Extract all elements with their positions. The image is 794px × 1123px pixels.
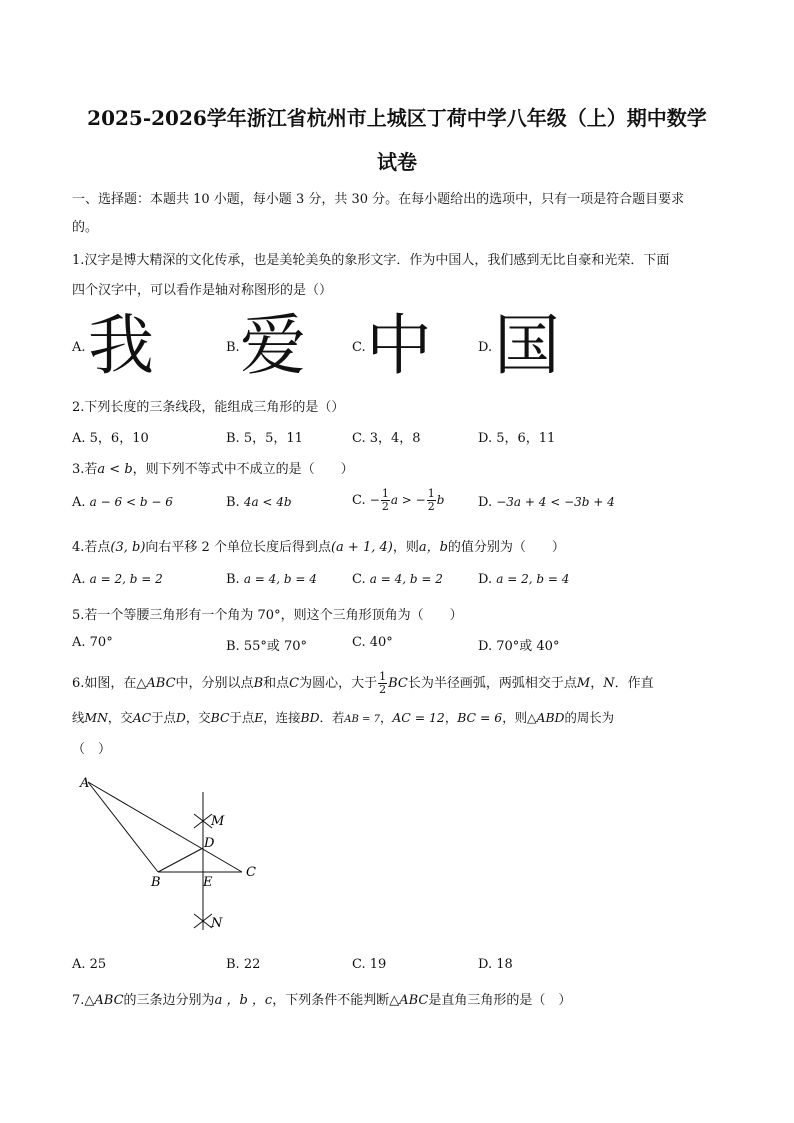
fraction-denominator: 2 <box>427 500 435 513</box>
q6-l2-b: ，交 <box>107 710 133 725</box>
q2-option-c: C. 3，4，8 <box>352 431 421 446</box>
q3-option-d-label: D. <box>478 495 493 510</box>
q6-l2-AC: AC <box>132 710 152 725</box>
fraction-denominator: 2 <box>379 683 387 696</box>
q6-l1-B: B <box>253 676 264 691</box>
q5-option-c: C. 40° <box>352 635 393 650</box>
q3-option-c-fraction1 <box>381 488 390 513</box>
q4-option-d-label: D. <box>478 572 493 587</box>
q6-l2-bc: BC = 6 <box>457 710 503 725</box>
q4-stem-part2: 向右平移 2 个单位长度后得到点 <box>145 540 331 555</box>
q4-option-a-value: a = 2, b = 2 <box>89 572 163 586</box>
q1-option-c-label: C. <box>352 340 366 355</box>
q5-option-d: D. 70°或 40° <box>478 639 560 654</box>
q7-part1: 的三条边分别为 <box>123 993 215 1008</box>
q6-l2-BC: BC <box>210 710 230 725</box>
label-b: B <box>151 875 161 890</box>
q1-option-d-char: 国 <box>494 307 560 384</box>
fraction-numerator: 1 <box>427 487 435 500</box>
label-n: N <box>211 916 223 931</box>
q6-l1-M: M <box>576 676 591 691</box>
exam-title-line2: 试卷 <box>377 150 417 174</box>
q3-option-a <box>72 495 173 510</box>
q3-option-c-fraction2 <box>427 488 436 513</box>
q6-stem-line1 <box>72 671 654 696</box>
q6-l1-BC: BC <box>388 676 408 691</box>
q6-l1-N: N <box>603 676 615 691</box>
q6-l2-tri: △ABD <box>526 710 565 725</box>
q3-stem <box>72 458 354 477</box>
q6-fraction <box>378 671 387 696</box>
q4-point2: (a + 1, 4) <box>330 540 393 555</box>
fraction-denominator: 2 <box>381 500 389 513</box>
q6-l2-c: 于点 <box>151 710 176 725</box>
q6-l2-a: 线 <box>72 710 85 725</box>
q7-part3: 是直角三角形的是（ ） <box>428 993 572 1008</box>
q6-l2-BD: BD <box>300 710 320 725</box>
q6-l2-E: E <box>254 710 264 725</box>
q4-stem <box>72 536 565 555</box>
q4-point1: (3, b) <box>110 540 146 555</box>
q6-l2-h: ， <box>379 710 393 725</box>
exam-title-line1: 2025-2026学年浙江省杭州市上城区丁荷中学八年级（上）期中数学 <box>87 106 707 130</box>
q3-option-a-label: A. <box>72 495 86 510</box>
q6-l2-e: 于点 <box>229 710 255 725</box>
q6-l1-c: 和点 <box>263 676 290 691</box>
q7-sides: a ，b ，c <box>214 993 273 1008</box>
q3-stem-suffix: ，则下列不等式中不成立的是（ ） <box>132 462 354 477</box>
q6-l2-D: D <box>175 710 186 725</box>
q4-option-b <box>226 572 317 587</box>
q1-stem-line1: 1.汉字是博大精深的文化传承，也是美轮美奂的象形文字．作为中国人，我们感到无比自豪和光荣．下面 <box>72 253 670 268</box>
q2-option-a: A. 5，6，10 <box>72 431 149 446</box>
q4-stem-part1: 4.若点 <box>72 540 111 555</box>
q6-stem-line3: （ ） <box>72 742 112 757</box>
q6-option-d: D. 18 <box>478 957 513 972</box>
q3-option-b <box>226 495 292 510</box>
q6-l1-d: 为圆心，大于 <box>299 676 378 691</box>
q6-l1-a: 6.如图，在 <box>72 676 137 691</box>
q6-l2-d: ，交 <box>185 710 211 725</box>
label-a: A <box>80 776 90 791</box>
label-c: C <box>246 865 256 880</box>
q5-stem: 5.若一个等腰三角形有一个角为 70°，则这个三角形顶角为（ ） <box>72 608 463 623</box>
q1-stem-line2: 四个汉字中，可以看作是轴对称图形的是（） <box>72 283 333 298</box>
label-e: E <box>203 875 213 890</box>
q1-option-b-char: 爱 <box>240 307 306 384</box>
q6-l2-g: ．若 <box>319 710 345 725</box>
section-header-cont: 的。 <box>72 220 99 235</box>
q3-option-b-expr: 4a < 4b <box>243 495 292 509</box>
q4-option-a <box>72 572 163 587</box>
q4-option-c-label: C. <box>352 572 366 587</box>
q5-option-a: A. 70° <box>72 635 113 650</box>
segment-bd <box>158 848 203 872</box>
q6-l2-ac: AC = 12 <box>392 710 445 725</box>
q3-stem-prefix: 3.若 <box>72 462 98 477</box>
q7-tri2: △ABC <box>389 993 429 1008</box>
q3-option-b-label: B. <box>226 495 240 510</box>
q4-option-d-value: a = 2, b = 4 <box>496 572 570 586</box>
q6-l1-e: 长为半径画弧，两弧相交于点 <box>407 676 577 691</box>
segment-ab <box>88 782 158 872</box>
q4-option-c-value: a = 4, b = 2 <box>369 572 443 586</box>
fraction-numerator: 1 <box>381 487 389 500</box>
label-m: M <box>211 814 225 829</box>
q4-option-c <box>352 572 443 587</box>
q3-option-c <box>352 488 444 513</box>
q7-stem <box>72 989 571 1008</box>
q6-l1-g: ．作直 <box>614 676 654 691</box>
q6-l2-k: 的周长为 <box>564 710 615 725</box>
q3-option-d-expr: −3a + 4 < −3b + 4 <box>496 495 615 509</box>
q3-option-c-middle: a > − <box>390 493 426 507</box>
q1-option-c-char: 中 <box>366 307 432 384</box>
q6-option-a: A. 25 <box>72 957 107 972</box>
q2-stem: 2.下列长度的三条线段，能组成三角形的是（） <box>72 400 345 415</box>
q6-figure <box>70 770 270 945</box>
q3-option-c-label: C. <box>352 493 366 508</box>
q1-option-a-label: A. <box>72 340 86 355</box>
q3-option-a-expr: a − 6 < b − 6 <box>89 495 173 509</box>
q3-stem-math: a < b <box>97 462 133 477</box>
q6-option-c: C. 19 <box>352 957 387 972</box>
q1-option-b-label: B. <box>226 340 240 355</box>
q1-option-a-char: 我 <box>88 307 154 384</box>
label-d: D <box>204 836 215 851</box>
q4-vars: a，b <box>418 540 448 555</box>
q3-option-c-minus: − <box>369 493 380 507</box>
q3-option-d <box>478 495 615 510</box>
q6-l2-j: ，则 <box>502 710 527 725</box>
q6-l1-b: 中，分别以点 <box>175 676 254 691</box>
fraction-numerator: 1 <box>379 670 387 683</box>
q2-option-d: D. 5，6，11 <box>478 431 556 446</box>
q4-stem-part3: ，则 <box>392 540 419 555</box>
q3-option-c-end: b <box>436 493 445 507</box>
q6-l2-MN: MN <box>84 710 108 725</box>
q6-l1-tri: △ABC <box>136 676 176 691</box>
q6-l1-f: ， <box>590 676 604 691</box>
q4-option-d <box>478 572 569 587</box>
q7-tri: △ABC <box>84 993 124 1008</box>
q6-l1-C: C <box>289 676 300 691</box>
q1-option-d-label: D. <box>478 340 493 355</box>
q7-part2: ，下列条件不能判断 <box>272 993 390 1008</box>
q4-option-b-value: a = 4, b = 4 <box>243 572 317 586</box>
q5-option-b: B. 55°或 70° <box>226 639 308 654</box>
q4-option-a-label: A. <box>72 572 86 587</box>
q7-prefix: 7. <box>72 993 85 1008</box>
q4-stem-part4: 的值分别为（ ） <box>447 540 565 555</box>
section-header: 一、选择题：本题共 10 小题，每小题 3 分，共 30 分。在每小题给出的选项中，只有一项是符合题目要求 <box>72 192 685 207</box>
q6-l2-ab: AB = 7 <box>344 714 380 725</box>
q6-option-b: B. 22 <box>226 957 261 972</box>
q2-option-b: B. 5，5，11 <box>226 431 303 446</box>
q4-option-b-label: B. <box>226 572 240 587</box>
q6-l2-i: ， <box>444 710 458 725</box>
q6-stem-line2 <box>72 708 614 726</box>
q6-l2-f: ，连接 <box>263 710 301 725</box>
